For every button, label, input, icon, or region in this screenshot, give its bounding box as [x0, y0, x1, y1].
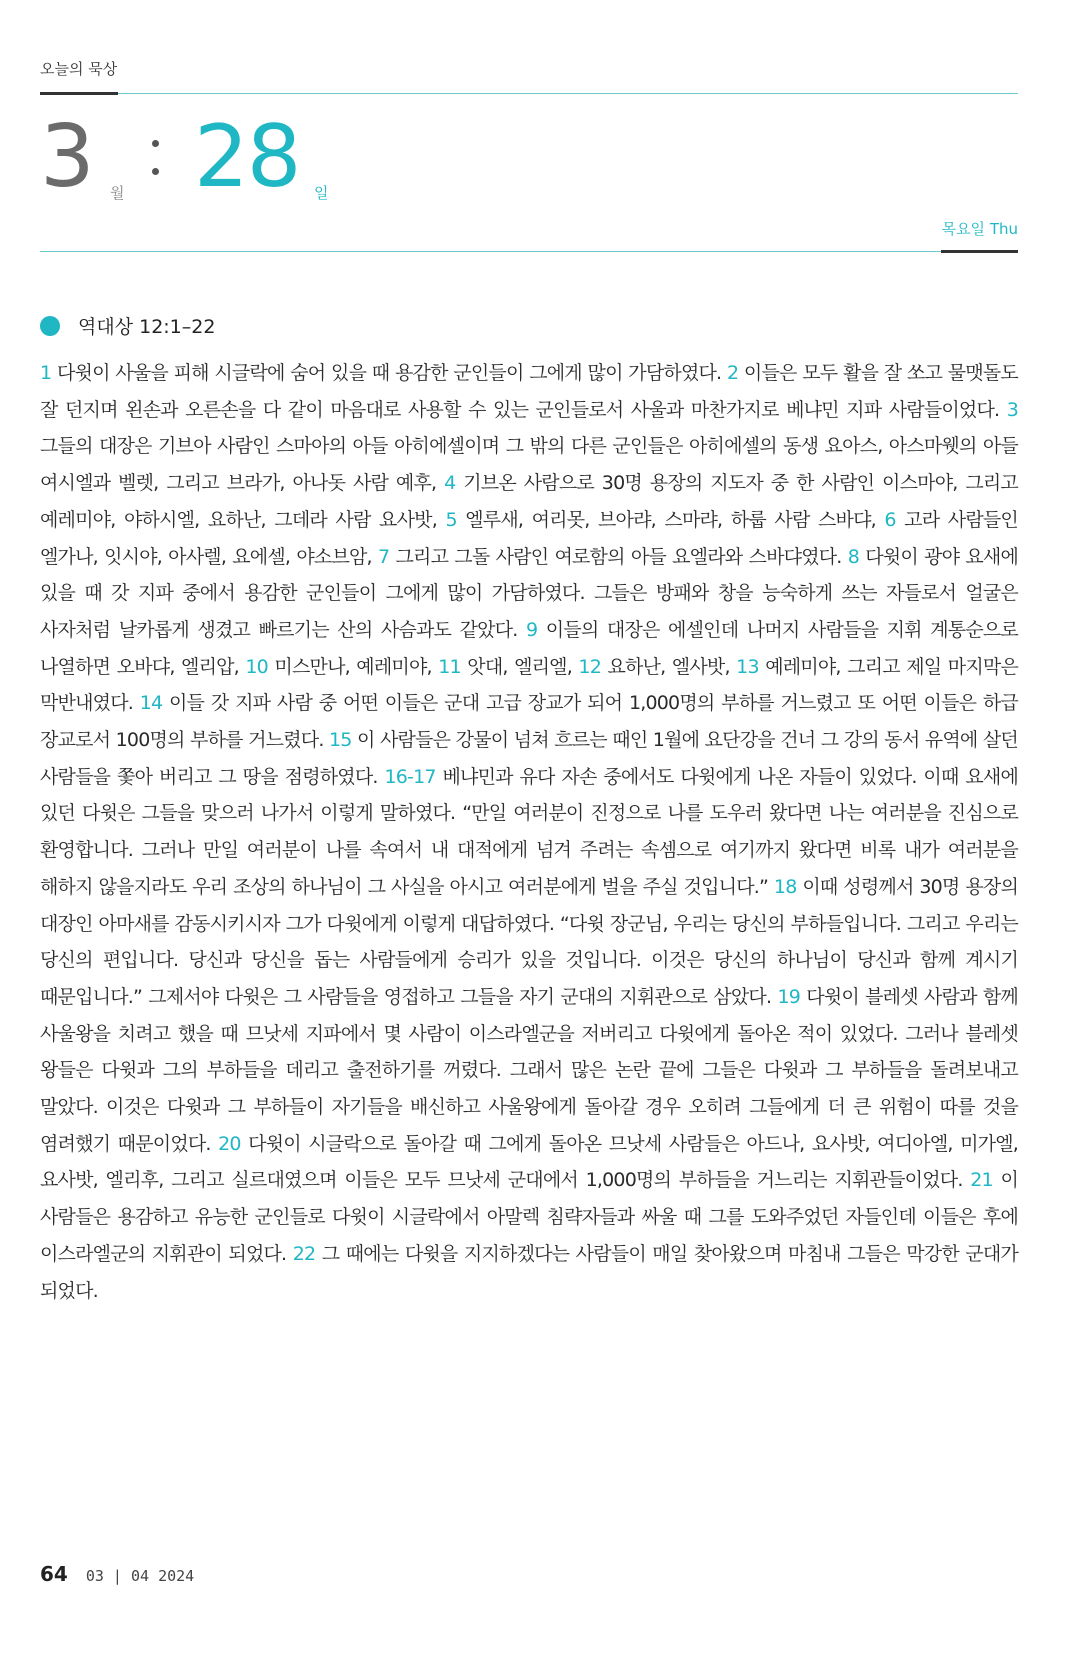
verse-number: 12	[578, 655, 601, 678]
date-separator-colon	[150, 118, 160, 178]
verse-number: 9	[525, 618, 538, 641]
month-number: 3	[40, 107, 95, 207]
verse-number: 22	[292, 1242, 316, 1265]
weekday-rule-accent	[941, 250, 1018, 253]
verse-text: 고라 사람들인 엘가나, 잇시야, 아사렐, 요에셀, 야소브암,	[40, 508, 1018, 568]
verse-number: 14	[139, 692, 163, 715]
verse-number: 16-17	[384, 765, 436, 788]
verse-number: 4	[444, 472, 456, 495]
date-rule	[40, 251, 941, 252]
verse-number: 21	[970, 1169, 993, 1192]
verse-number: 13	[736, 655, 759, 678]
verse-text: 다윗이 시글락으로 돌아갈 때 그에게 돌아온 므낫세 사람들은 아드나, 요사밧, 여디아엘, 미가엘, 요사밧, 엘리후, 그리고 실르대였으며 이들은 모두 므낫세 군대에서 1,000명의 부하들을 거느리는 지휘관들이었다.	[40, 1132, 1018, 1192]
verse-text: 요하난, 엘사밧,	[601, 655, 737, 678]
verse-text: 다윗이 광야 요새에 있을 때 갓 지파 중에서 용감한 군인들이 그에게 많이 가담하였다. 그들은 방패와 창을 능숙하게 쓰는 자들로서 얼굴은 사자처럼 날카롭게 생겼고 빠르기는 산의 사슴과도 같았다.	[40, 545, 1019, 641]
page-footer	[40, 1562, 194, 1586]
verse-text: 이들은 모두 활을 잘 쏘고 물맷돌도 잘 던지며 왼손과 오른손을 다 같이 마음대로 사용할 수 있는 군인들로서 사울과 마찬가지로 베냐민 지파 사람들이었다.	[40, 362, 1018, 421]
page-number: 64	[40, 1562, 68, 1586]
issue-date: 03 | 04 2024	[85, 1567, 195, 1585]
passage-reference: 역대상 12:1–22	[78, 316, 216, 338]
verse-text: 미스만나, 예레미야,	[267, 655, 439, 678]
verse-number: 8	[847, 545, 860, 568]
verse-number: 15	[328, 729, 352, 752]
verse-number: 3	[1006, 398, 1018, 421]
bullet-dot-icon	[40, 316, 60, 336]
header-rule-accent	[40, 92, 118, 95]
verse-text: 베냐민과 유다 자손 중에서도 다윗에게 나온 자들이 있었다. 이때 요새에 있던 다윗은 그들을 맞으러 나가서 이렇게 말하였다. “만일 여러분이 진정으로 나를 도우러 왔다면 나는 여러분을 진심으로 환영합니다. 그러나 만일 여러분이 나를 속여서 내 대적에게 넘겨 주려는 속셈으로 여기까지 왔다면 비록 내가 여러분을 해하지 않을지라도 우리 조상의 하나님이 그 사실을 아시고 여러분에게 벌을 주실 것입니다.”	[40, 765, 1018, 898]
section-label: 오늘의 묵상	[40, 60, 118, 78]
verse-number: 19	[777, 985, 801, 1008]
verse-number: 10	[245, 655, 268, 678]
verse-number: 18	[773, 875, 797, 898]
verse-text: 이때 성령께서 30명 용장의 대장인 아마새를 감동시키시자 그가 다윗에게 이렇게 대답하였다. “다윗 장군님, 우리는 당신의 부하들입니다. 그리고 우리는 당신의 편입니다. 당신과 당신을 돕는 사람들에게 승리가 있을 것입니다. 이것은 당신의 하나님이 당신과 함께 계시기 때문입니다.” 그제서야 다윗은 그 사람들을 영접하고 그들을 자기 군대의 지휘관으로 삼았다.	[40, 875, 1018, 1008]
month-unit: 월	[110, 184, 125, 202]
verse-number: 6	[884, 508, 896, 531]
verse-text: 이들 갓 지파 사람 중 어떤 이들은 군대 고급 장교가 되어 1,000명의 부하를 거느렸고 또 어떤 이들은 하급 장교로서 100명의 부하를 거느렸다.	[40, 692, 1018, 752]
header-rule	[118, 93, 1018, 94]
verse-number: 5	[445, 508, 457, 531]
verse-text: 엘루새, 여리못, 브아랴, 스마랴, 하룹 사람 스바댜,	[456, 508, 885, 531]
verse-text: 그 때에는 다윗을 지지하겠다는 사람들이 매일 찾아왔으며 마침내 그들은 막강한 군대가 되었다.	[40, 1242, 1018, 1302]
verse-number: 7	[377, 545, 390, 568]
verse-number: 2	[726, 362, 739, 384]
verse-text: 이 사람들은 강물이 넘쳐 흐르는 때인 1월에 요단강을 건너 그 강의 동서 유역에 살던 사람들을 쫓아 버리고 그 땅을 점령하였다.	[40, 729, 1018, 788]
verse-text: 다윗이 블레셋 사람과 함께 사울왕을 치려고 했을 때 므낫세 지파에서 몇 사람이 이스라엘군을 저버리고 다윗에게 돌아온 적이 있었다. 그러나 블레셋 왕들은 다윗과 그의 부하들을 데리고 출전하기를 꺼렸다. 그래서 많은 논란 끝에 그들은 다윗과 그 부하들을 돌려보내고 말았다. 이것은 다윗과 그 부하들이 자기들을 배신하고 사울왕에게 돌아갈 경우 오히려 그들에게 더 큰 위험이 따를 것을 염려했기 때문이었다.	[40, 985, 1018, 1155]
scripture-text	[40, 355, 1018, 1309]
verse-text: 앗대, 엘리엘,	[460, 655, 579, 678]
verse-text: 이 사람들은 용감하고 유능한 군인들로 다윗이 시글락에서 아말렉 침략자들과 싸울 때 그를 도와주었던 자들인데 이들은 후에 이스라엘군의 지휘관이 되었다.	[40, 1169, 1018, 1265]
verse-text: 그들의 대장은 기브아 사람인 스마아의 아들 아히에셀이며 그 밖의 다른 군인들은 아히에셀의 동생 요아스, 아스마웻의 아들 여시엘과 벨렛, 그리고 브라가, 아나돗 사람 예후,	[40, 435, 1018, 495]
verse-text: 예레미야, 그리고 제일 마지막은 막반내였다.	[40, 655, 1018, 715]
day-number: 28	[194, 107, 300, 207]
verse-text: 다윗이 사울을 피해 시글락에 숨어 있을 때 용감한 군인들이 그에게 많이 가담하였다.	[51, 362, 727, 384]
day-unit: 일	[314, 184, 329, 202]
passage-heading	[40, 312, 215, 339]
verse-number: 11	[438, 655, 461, 678]
verse-text: 기브온 사람으로 30명 용장의 지도자 중 한 사람인 이스마야, 그리고 예레미야, 야하시엘, 요하난, 그데라 사람 요사밧,	[40, 472, 1018, 531]
verse-text: 이들의 대장은 에셀인데 나머지 사람들을 지휘 계통순으로 나열하면 오바댜, 엘리압,	[40, 618, 1018, 678]
weekday-label: 목요일 Thu	[941, 220, 1018, 238]
verse-text: 그리고 그돌 사람인 여로함의 아들 요엘라와 스바댜였다.	[389, 545, 848, 568]
verse-number: 1	[40, 362, 52, 384]
verse-number: 20	[218, 1132, 241, 1155]
